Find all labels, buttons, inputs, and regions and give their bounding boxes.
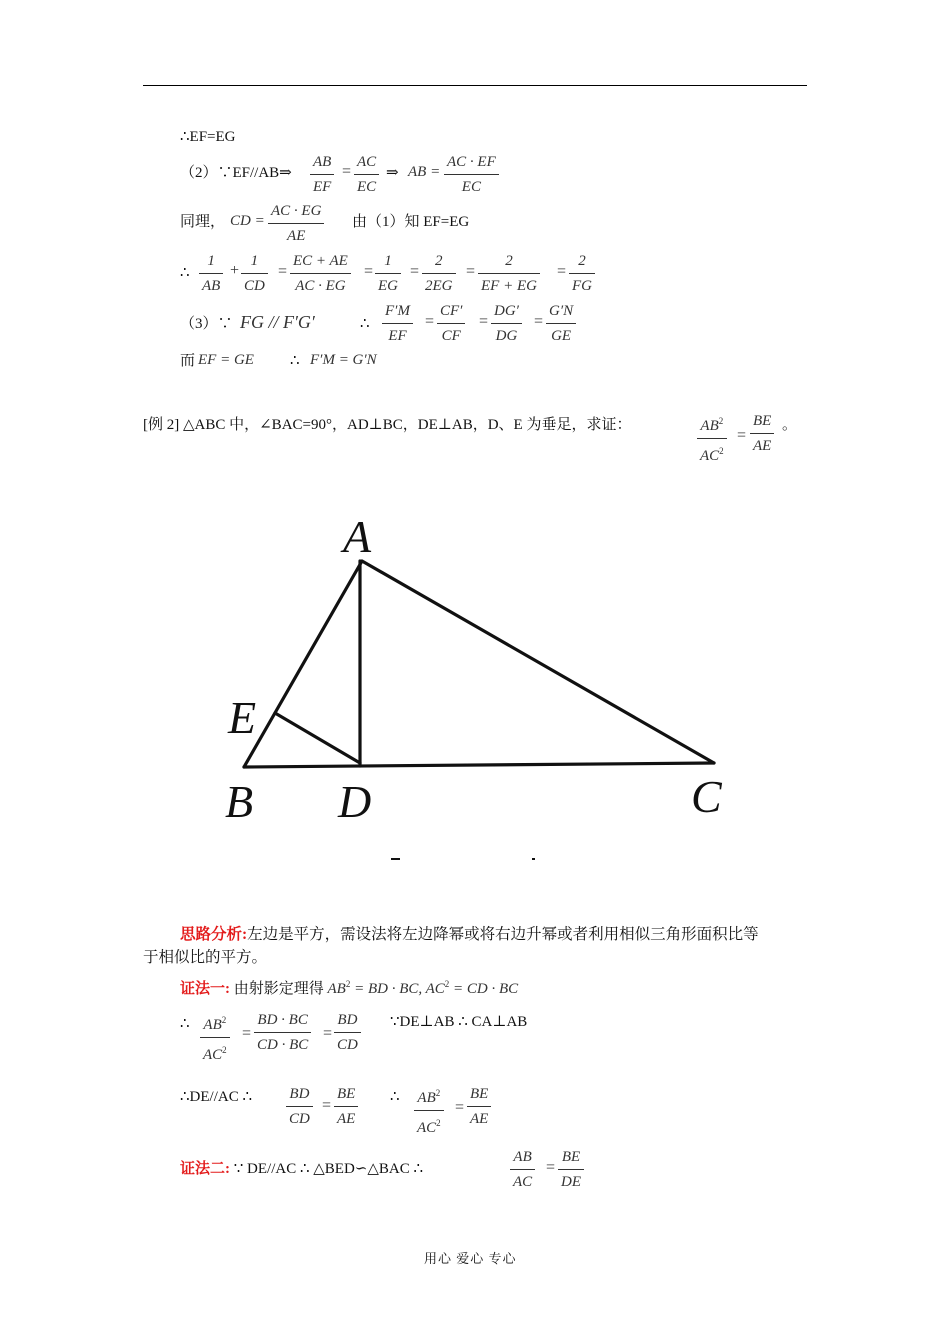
line-3-prefix: 同理，: [180, 214, 226, 230]
scan-mark-1: [391, 858, 400, 860]
proof2-line: 证法二: ∵ DE//AC ∴ △BED∽△BAC ∴: [180, 1161, 424, 1177]
side-bc: [244, 763, 714, 767]
segment-de: [275, 713, 360, 763]
vertex-label-d: D: [338, 776, 372, 827]
proof1-fraction-be-ae-2: BE AE: [467, 1085, 491, 1128]
fraction-cf-cf: CF′ CF: [437, 302, 465, 345]
implies-symbol: ⇒: [386, 165, 399, 181]
vertex-label-b: B: [225, 776, 254, 827]
therefore-symbol-5: ∴: [390, 1089, 400, 1105]
proof1-fraction-be-ae: BE AE: [334, 1085, 358, 1128]
fraction-2-fg: 2 FG: [569, 252, 595, 295]
proof1-fraction-ab2-ac2-2: $AB^2$ $AC^2$: [414, 1084, 444, 1137]
fg-parallel: FG // F′G′: [240, 312, 315, 332]
side-ab: [244, 561, 362, 767]
example-2-statement: [例 2] △ABC 中，∠BAC=90°，AD⊥BC，DE⊥AB，D、E 为垂足，求证：: [143, 417, 632, 433]
therefore-symbol-2: ∴: [360, 316, 370, 332]
cd-equals: CD =: [230, 213, 265, 229]
fraction-aceg-ae: AC · EG AE: [268, 202, 324, 245]
period-mark: 。: [782, 417, 798, 433]
fraction-acef-ec: AC · EF EC: [444, 153, 499, 196]
therefore-symbol-3: ∴: [290, 353, 300, 369]
fraction-ab-ef: AB EF: [310, 153, 334, 196]
vertex-label-c: C: [691, 771, 722, 822]
proof2-fraction-ab-ac: AB AC: [510, 1148, 535, 1191]
page-footer: 用心 爱心 专心: [424, 1251, 517, 1266]
proof1-parallel-note: ∴DE//AC ∴: [180, 1089, 253, 1105]
proof2-label: 证法二:: [180, 1161, 230, 1177]
fraction-2-efeg: 2 EF + EG: [478, 252, 540, 295]
line-6-prefix: 而: [180, 353, 196, 369]
fraction-1-eg: 1 EG: [375, 252, 401, 295]
fraction-1-cd: 1 CD: [241, 252, 268, 295]
proof1-label: 证法一:: [180, 981, 230, 997]
proof1-perpendicular-note: ∵DE⊥AB ∴ CA⊥AB: [390, 1014, 528, 1030]
fraction-dg-dg: DG′ DG: [491, 302, 522, 345]
proof1-fraction-bdbc-cdbc: BD · BC CD · BC: [254, 1011, 311, 1054]
ab-equals: AB =: [408, 164, 441, 180]
scan-mark-2: [532, 858, 535, 860]
line-ef-eg: ∴EF=EG: [180, 129, 236, 145]
fraction-ac-ec: AC EC: [354, 153, 379, 196]
line-5-prefix: （3）∵: [180, 316, 233, 332]
vertex-label-e: E: [228, 692, 257, 743]
therefore-symbol: ∴: [180, 265, 190, 281]
example-fraction-left: $AB^2$ $AC^2$: [697, 412, 727, 465]
analysis-line-1: 思路分析:左边是平方，需设法将左边降幂或将右边升幂或者利用相似三角形面积比等: [180, 926, 759, 943]
proof1-fraction-bd-cd: BD CD: [334, 1011, 361, 1054]
fraction-2-2eg: 2 2EG: [422, 252, 456, 295]
line-2-prefix: （2）∵EF//AB⇒: [180, 165, 292, 181]
fraction-gn-ge: G′N GE: [546, 302, 576, 345]
proof1-fraction-ab2-ac2: $AB^2$ $AC^2$: [200, 1011, 230, 1064]
fraction-ecae-aceg: EC + AE AC · EG: [290, 252, 351, 295]
vertex-label-a: A: [343, 511, 372, 562]
therefore-symbol-4: ∴: [180, 1016, 190, 1032]
proof1-line: 证法一: 由射影定理得 $AB^2$ = BD · BC, $AC^2$ = CD · BC: [180, 979, 519, 997]
ef-equals-ge: EF = GE: [198, 352, 254, 368]
fraction-1-ab: 1 AB: [199, 252, 223, 295]
plus-sign: +: [230, 262, 240, 279]
line-3-suffix: 由（1）知 EF=EG: [352, 214, 470, 230]
proof1-fraction-bd-cd-2: BD CD: [286, 1085, 313, 1128]
analysis-line-2: 于相似比的平方。: [143, 949, 268, 966]
example-fraction-right: BE AE: [750, 412, 774, 455]
fraction-fm-ef: F′M EF: [382, 302, 413, 345]
side-ac: [362, 561, 714, 763]
analysis-label: 思路分析:: [180, 926, 248, 943]
fm-equals-gn: F′M = G′N: [310, 352, 377, 368]
proof2-fraction-be-de: BE DE: [558, 1148, 584, 1191]
